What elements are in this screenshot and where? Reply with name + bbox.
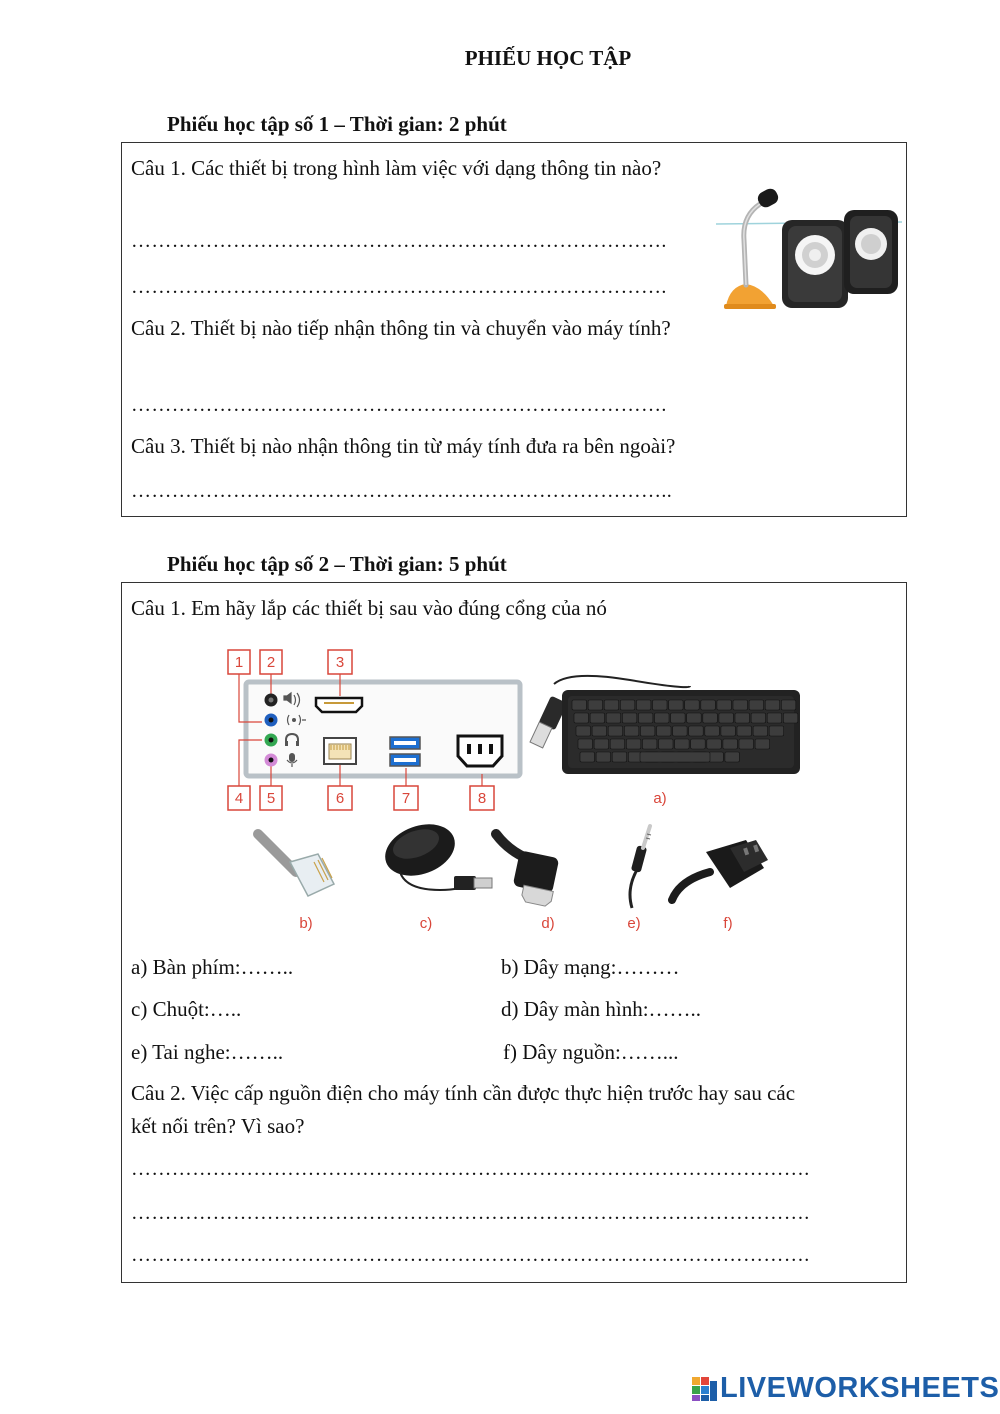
keyboard-key [626,739,641,749]
sheet1-q3: Câu 3. Thiết bị nào nhận thông tin từ máy tính đưa ra bên ngoài? [131,434,676,458]
microphone-icon [724,186,781,309]
keyboard-key [610,739,625,749]
sheet2-q2-line-2: kết nối trên? Vì sao? [131,1114,305,1138]
answer-f-power-cable[interactable]: f) Dây nguồn:……... [503,1040,679,1064]
hdmi-port [316,698,362,712]
answer-c-mouse[interactable]: c) Chuột:….. [131,997,242,1021]
answer-b-network-cable[interactable]: b) Dây mạng:……… [501,955,680,979]
keyboard-key [755,739,770,749]
keyboard-key [574,713,589,723]
keyboard-key [767,713,782,723]
keyboard-key [723,739,738,749]
keyboard-key [739,739,754,749]
svg-text:3: 3 [335,654,345,671]
keyboard-key [737,726,752,736]
keyboard-key [620,700,635,710]
liveworksheets-logo-icon [692,1377,718,1401]
keyboard-key [612,752,627,762]
port-label-6 [328,786,352,810]
keyboard-key [578,739,593,749]
keyboard-key [572,700,587,710]
ports-devices-image [210,640,820,940]
port-label-2 [260,650,282,674]
keyboard-key [624,726,639,736]
keyboard-key [721,726,736,736]
svg-text:1: 1 [234,654,244,671]
hdmi-cable [496,834,559,907]
svg-text:6: 6 [335,790,345,807]
mouse-device [378,815,492,890]
port-label-4 [228,786,250,810]
sheet2-q2-answer-line-3[interactable]: ………………………………………………………………………………………. [131,1244,810,1266]
keyboard-key [769,726,784,736]
power-cable [672,840,768,900]
keyboard-key [638,713,653,723]
keyboard-key [653,700,668,710]
keyboard-key [719,713,734,723]
device-label-a: a) [653,790,667,807]
keyboard-key [673,726,688,736]
keyboard-key [703,713,718,723]
device-label-f: f) [723,915,733,932]
keyboard-key [687,713,702,723]
sheet1-q1: Câu 1. Các thiết bị trong hình làm việc với dạng thông tin nào? [131,156,662,180]
keyboard-key [636,700,651,710]
keyboard-key [594,739,609,749]
keyboard-key [606,713,621,723]
sheet1-q3-answer-line[interactable]: …………………………………………………………………….. [131,480,673,502]
sheet1-heading: Phiếu học tập số 1 – Thời gian: 2 phút [167,112,507,136]
port-label-7 [394,786,418,810]
keyboard-key [705,726,720,736]
sheet1-q1-answer-line-2[interactable]: ……………………………………………………………………. [131,276,667,298]
sheet1-q2: Câu 2. Thiết bị nào tiếp nhận thông tin và chuyển vào máy tính? [131,316,671,340]
keyboard-key [655,713,670,723]
keyboard-key [596,752,611,762]
keyboard-spacebar [640,752,710,762]
sheet1-q1-answer-line-1[interactable]: ……………………………………………………………………. [131,230,667,252]
keyboard-key [588,700,603,710]
page-title: PHIẾU HỌC TẬP [464,46,632,70]
port-label-3 [328,650,352,674]
keyboard-key [781,700,796,710]
keyboard-key [707,739,722,749]
keyboard-key [735,713,750,723]
sheet1-q2-answer-line[interactable]: ……………………………………………………………………. [131,394,667,416]
keyboard-key [751,713,766,723]
device-label-d: d) [541,915,555,932]
keyboard-key [733,700,748,710]
keyboard-key [701,700,716,710]
answer-d-display-cable[interactable]: d) Dây màn hình:…….. [501,997,702,1021]
keyboard-key [783,713,798,723]
port-label-8 [470,786,494,810]
keyboard-key [725,752,740,762]
keyboard-key [753,726,768,736]
keyboard-key [576,726,591,736]
keyboard-key [717,700,732,710]
audio-jack-cable [630,826,651,908]
keyboard-key [709,752,724,762]
liveworksheets-brand[interactable]: LIVEWORKSHEETS [720,1372,1000,1404]
keyboard-key [590,713,605,723]
svg-text:2: 2 [266,654,276,671]
keyboard-key [580,752,595,762]
port-label-5 [260,786,282,810]
keyboard-key [689,726,704,736]
sheet2-heading: Phiếu học tập số 2 – Thời gian: 5 phút [167,552,507,576]
device-label-c: c) [419,915,433,932]
svg-text:8: 8 [477,790,487,807]
port-label-1 [228,650,250,674]
keyboard-key [608,726,623,736]
keyboard-key [622,713,637,723]
svg-text:4: 4 [234,790,244,807]
keyboard-key [749,700,764,710]
keyboard-key [604,700,619,710]
keyboard-key [640,726,655,736]
keyboard-key [657,726,672,736]
keyboard-key [675,739,690,749]
keyboard-key [592,726,607,736]
sheet2-q2-line-1: Câu 2. Việc cấp nguồn điện cho máy tính cần được thực hiện trước hay sau các [131,1081,796,1105]
keyboard-key [642,739,657,749]
speakers-icon [782,210,898,308]
sheet2-q1: Câu 1. Em hãy lắp các thiết bị sau vào đúng cổng của nó [131,596,607,620]
sheet2-q2-answer-line-2[interactable]: ………………………………………………………………………………………. [131,1202,810,1224]
answer-e-headphones[interactable]: e) Tai nghe:…….. [131,1040,284,1064]
svg-text:5: 5 [266,790,276,807]
network-cable [258,834,334,896]
keyboard-key [659,739,674,749]
device-label-e: e) [627,915,641,932]
svg-text:7: 7 [401,790,411,807]
sheet2-q2-answer-line-1[interactable]: ………………………………………………………………………………………. [131,1158,810,1180]
keyboard-key [671,713,686,723]
keyboard-key [685,700,700,710]
answer-a-keyboard[interactable]: a) Bàn phím:…….. [131,955,294,979]
device-label-b: b) [299,915,313,932]
keyboard-key [669,700,684,710]
keyboard-key [765,700,780,710]
mic-speakers-image [716,180,902,315]
keyboard-key [691,739,706,749]
